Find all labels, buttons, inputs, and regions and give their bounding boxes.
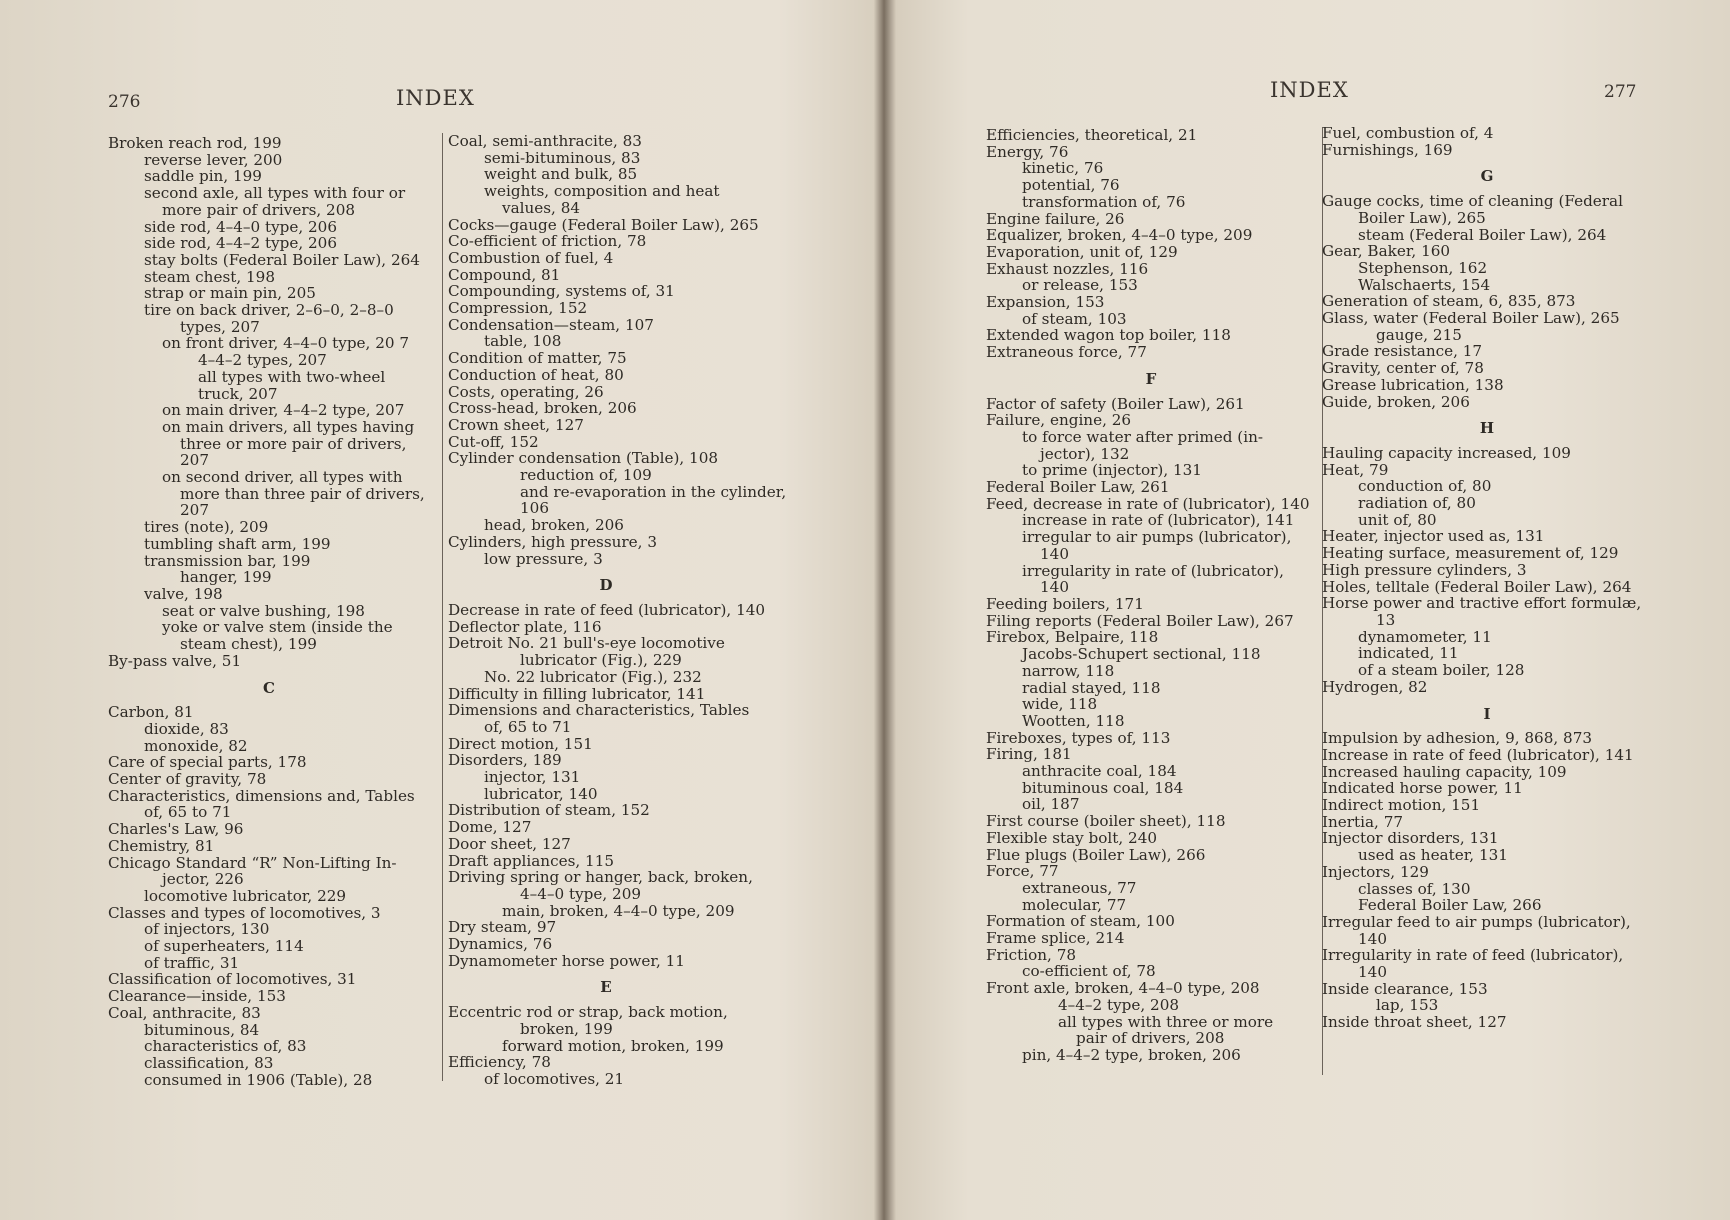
index-entry: Detroit No. 21 bull's-eye locomotive [448,634,725,653]
index-entry: 13 [1376,610,1396,629]
index-entry: Decrease in rate of feed (lubricator), 140 [448,600,766,619]
index-entry: Factor of safety (Boiler Law), 261 [986,394,1245,413]
letter-heading: F [1145,369,1157,388]
index-entry: Crown sheet, 127 [448,415,584,434]
index-entry: Efficiencies, theoretical, 21 [986,126,1198,144]
index-entry: Fireboxes, types of, 113 [986,728,1171,747]
index-entry: lubricator (Fig.), 229 [520,651,682,670]
index-entry: strap or main pin, 205 [144,284,316,303]
index-entry: dioxide, 83 [144,719,229,738]
index-entry: classes of, 130 [1358,879,1471,898]
letter-heading: D [599,576,613,595]
index-entry: kinetic, 76 [1022,159,1104,178]
index-entry: side rod, 4–4–2 type, 206 [144,234,338,253]
index-entry: Co-efficient of friction, 78 [448,232,647,251]
index-entry: saddle pin, 199 [144,167,262,186]
index-entry: jector, 226 [162,870,244,889]
index-entry: Federal Boiler Law, 266 [1358,896,1542,915]
index-entry: Indicated horse power, 11 [1322,779,1523,798]
left-page-number: 276 [108,92,141,112]
index-entry: forward motion, broken, 199 [502,1036,724,1055]
index-entry: Deflector plate, 116 [448,617,602,636]
index-entry: potential, 76 [1022,176,1120,195]
index-entry: Expansion, 153 [986,293,1105,312]
index-entry: Wootten, 118 [1022,711,1125,730]
letter-heading: H [1479,419,1495,438]
index-entry: Dry steam, 97 [448,918,557,937]
index-entry: of a steam boiler, 128 [1358,661,1525,680]
index-entry: conduction of, 80 [1358,477,1492,496]
index-entry: oil, 187 [1022,795,1080,814]
index-entry: main, broken, 4–4–0 type, 209 [502,901,735,920]
index-entry: Indirect motion, 151 [1322,796,1481,815]
index-entry: Hauling capacity increased, 109 [1322,443,1571,462]
index-entry: Draft appliances, 115 [448,851,615,870]
index-entry: Dynamics, 76 [448,935,553,954]
index-entry: bituminous, 84 [144,1020,260,1039]
index-entry: reduction of, 109 [520,466,652,485]
index-entry: Glass, water (Federal Boiler Law), 265 [1322,309,1620,328]
index-entry: Chemistry, 81 [108,836,215,855]
index-entry: Feeding boilers, 171 [986,594,1144,613]
index-entry: Increase in rate of feed (lubricator), 141 [1322,745,1634,764]
index-entry: Walschaerts, 154 [1358,275,1491,294]
index-entry: Front axle, broken, 4–4–0 type, 208 [986,979,1260,998]
index-entry: Condition of matter, 75 [448,349,627,368]
index-entry: Cylinders, high pressure, 3 [448,532,657,551]
index-entry: increase in rate of (lubricator), 141 [1022,511,1295,530]
index-entry: on main driver, 4–4–2 type, 207 [162,401,405,420]
index-entry: 106 [520,499,549,518]
index-entry: pair of drivers, 208 [1076,1029,1225,1048]
index-entry: By-pass valve, 51 [108,651,242,670]
index-entry: 140 [1358,963,1387,982]
index-entry: locomotive lubricator, 229 [144,886,347,905]
index-entry: Disorders, 189 [448,751,562,770]
index-entry: second axle, all types with four or [144,184,406,203]
index-entry: Dimensions and characteristics, Tables [448,701,750,720]
index-entry: pin, 4–4–2 type, broken, 206 [1022,1045,1241,1064]
index-entry: of steam, 103 [1022,309,1127,328]
index-entry: Heater, injector used as, 131 [1322,527,1545,546]
index-entry: to force water after primed (in- [1022,427,1263,446]
index-entry: Conduction of heat, 80 [448,365,624,384]
index-entry: 4–4–2 type, 208 [1058,995,1180,1014]
index-entry: Broken reach rod, 199 [108,134,282,152]
index-entry: Coal, semi-anthracite, 83 [448,132,642,150]
index-entry: tires (note), 209 [144,518,269,537]
index-entry: Condensation—steam, 107 [448,315,654,334]
column-rule [442,133,443,1081]
index-entry: three or more pair of drivers, [180,434,407,453]
index-entry: Frame splice, 214 [986,929,1125,948]
index-entry: table, 108 [484,332,562,351]
index-entry: of injectors, 130 [144,920,270,939]
index-entry: irregular to air pumps (lubricator), [1022,528,1292,547]
index-entry: Cylinder condensation (Table), 108 [448,449,719,468]
index-entry: Federal Boiler Law, 261 [986,478,1170,497]
index-entry: Charles's Law, 96 [108,820,244,839]
index-entry: steam chest, 198 [144,267,275,286]
index-entry: on front driver, 4–4–0 type, 20 7 [162,334,410,353]
index-entry: steam (Federal Boiler Law), 264 [1358,225,1607,244]
index-entry: No. 22 lubricator (Fig.), 232 [484,667,702,686]
index-entry: characteristics of, 83 [144,1037,307,1056]
index-entry: Hydrogen, 82 [1322,677,1428,696]
index-entry: Carbon, 81 [108,703,194,722]
index-entry: Characteristics, dimensions and, Tables [108,786,415,805]
index-entry: lap, 153 [1376,996,1439,1015]
index-entry: Inside clearance, 153 [1322,979,1488,998]
index-entry: Firing, 181 [986,745,1072,764]
index-entry: Horse power and tractive effort formulæ, [1322,594,1642,613]
index-entry: Chicago Standard “R” Non-Lifting In- [108,853,397,872]
index-entry: Difficulty in filling lubricator, 141 [448,684,706,703]
index-entry: irregularity in rate of (lubricator), [1022,561,1284,580]
index-entry: Efficiency, 78 [448,1053,551,1072]
index-entry: steam chest), 199 [180,635,317,654]
index-entry: Friction, 78 [986,945,1077,964]
index-entry: Feed, decrease in rate of (lubricator), 140 [986,494,1310,513]
index-entry: Energy, 76 [986,142,1069,161]
index-entry: Flexible stay bolt, 240 [986,828,1158,847]
index-entry: Eccentric rod or strap, back motion, [448,1003,728,1022]
index-entry: bituminous coal, 184 [1022,778,1184,797]
index-entry: Cocks—gauge (Federal Boiler Law), 265 [448,215,759,234]
index-entry: 4–4–2 types, 207 [198,351,327,370]
index-entry: Grade resistance, 17 [1322,342,1483,361]
index-entry: broken, 199 [520,1019,613,1038]
index-entry: Coal, anthracite, 83 [108,1003,261,1022]
index-entry: Dome, 127 [448,818,532,837]
index-entry: head, broken, 206 [484,516,624,535]
index-entry: Door sheet, 127 [448,834,571,853]
index-entry: of traffic, 31 [144,953,240,972]
index-entry: Failure, engine, 26 [986,411,1132,430]
index-entry: Center of gravity, 78 [108,770,267,789]
index-entry: Jacobs-Schupert sectional, 118 [1022,645,1261,664]
index-entry: all types with three or more [1058,1012,1274,1031]
index-entry: Extraneous force, 77 [986,343,1147,362]
index-entry: Combustion of fuel, 4 [448,248,614,267]
index-entry: to prime (injector), 131 [1022,461,1202,480]
index-entry: valve, 198 [144,584,223,603]
left-index-column-2 [448,132,787,1088]
index-entry: Cross-head, broken, 206 [448,399,637,418]
index-entry: of superheaters, 114 [144,937,304,956]
index-entry: First course (boiler sheet), 118 [986,812,1226,831]
index-entry: or release, 153 [1022,276,1138,295]
index-entry: Costs, operating, 26 [448,382,604,401]
index-entry: Care of special parts, 178 [108,753,307,772]
index-entry: truck, 207 [198,384,278,403]
letter-heading: G [1480,167,1494,186]
index-entry: narrow, 118 [1022,661,1115,680]
index-entry: High pressure cylinders, 3 [1322,560,1527,579]
index-entry: gauge, 215 [1376,325,1462,344]
right-page-number: 277 [1604,82,1637,102]
index-entry: Impulsion by adhesion, 9, 868, 873 [1322,729,1593,748]
index-entry: reverse lever, 200 [144,150,283,169]
index-entry: monoxide, 82 [144,736,248,755]
index-entry: Compounding, systems of, 31 [448,282,675,301]
index-entry: consumed in 1906 (Table), 28 [144,1070,373,1089]
index-entry: 140 [1040,544,1069,563]
index-entry: Holes, telltale (Federal Boiler Law), 264 [1322,577,1632,596]
index-entry: Distribution of steam, 152 [448,801,650,820]
index-entry: Grease lubrication, 138 [1322,375,1504,394]
index-entry: tumbling shaft arm, 199 [144,534,331,553]
index-entry: all types with two-wheel [198,367,386,386]
index-entry: yoke or valve stem (inside the [162,618,393,637]
index-entry: Furnishings, 169 [1322,140,1453,159]
index-entry: weights, composition and heat [484,182,720,201]
index-entry: co-efficient of, 78 [1022,962,1156,981]
index-entry: Compression, 152 [448,299,588,318]
index-entry: Evaporation, unit of, 129 [986,242,1178,261]
left-index-column-1 [108,135,430,1088]
index-entry: Equalizer, broken, 4–4–0 type, 209 [986,226,1253,245]
index-entry: unit of, 80 [1358,510,1437,529]
index-entry: Heating surface, measurement of, 129 [1322,544,1619,563]
index-entry: Irregularity in rate of feed (lubricator), [1322,946,1624,965]
index-entry: Exhaust nozzles, 116 [986,259,1149,278]
index-entry: Force, 77 [986,862,1059,881]
index-entry: Clearance—inside, 153 [108,987,286,1006]
index-entry: low pressure, 3 [484,549,603,568]
index-entry: dynamometer, 11 [1358,627,1492,646]
index-entry: more than three pair of drivers, [180,484,425,503]
index-entry: Inside throat sheet, 127 [1322,1013,1507,1032]
index-entry: of, 65 to 71 [144,803,232,822]
letter-heading: E [600,978,612,997]
index-entry: Gear, Baker, 160 [1322,242,1451,261]
right-page [884,0,1730,1220]
index-entry: Gravity, center of, 78 [1322,359,1484,378]
right-index-column-2 [1322,125,1652,1031]
index-entry: Increased hauling capacity, 109 [1322,762,1567,781]
index-entry: stay bolts (Federal Boiler Law), 264 [144,250,420,269]
index-entry: Formation of steam, 100 [986,912,1175,931]
index-entry: radiation of, 80 [1358,494,1476,513]
index-entry: Inertia, 77 [1322,812,1404,831]
index-entry: lubricator, 140 [484,784,598,803]
index-entry: Firebox, Belpaire, 118 [986,628,1159,647]
right-index-column-1 [986,127,1316,1064]
index-entry: Fuel, combustion of, 4 [1322,124,1494,142]
index-entry: tire on back driver, 2–6–0, 2–8–0 [144,301,394,320]
index-entry: Compound, 81 [448,265,561,284]
index-entry: Engine failure, 26 [986,209,1125,228]
index-entry: molecular, 77 [1022,895,1127,914]
index-entry: injector, 131 [484,768,581,787]
index-entry: used as heater, 131 [1358,846,1508,865]
index-entry: side rod, 4–4–0 type, 206 [144,217,338,236]
index-entry: and re-evaporation in the cylinder, [520,482,787,501]
letter-heading: I [1483,704,1491,723]
letter-heading: C [263,678,275,697]
index-entry: Direct motion, 151 [448,734,593,753]
index-entry: 140 [1358,929,1387,948]
index-entry: Generation of steam, 6, 835, 873 [1322,292,1576,311]
index-entry: Guide, broken, 206 [1322,392,1470,411]
index-entry: 207 [180,451,209,470]
index-entry: Classification of locomotives, 31 [108,970,357,989]
index-entry: Driving spring or hanger, back, broken, [448,868,753,887]
index-entry: semi-bituminous, 83 [484,148,641,167]
index-entry: classification, 83 [144,1053,274,1072]
index-entry: radial stayed, 118 [1022,678,1161,697]
index-entry: wide, 118 [1022,695,1098,714]
index-entry: Boiler Law), 265 [1358,208,1486,227]
index-entry: Filing reports (Federal Boiler Law), 267 [986,611,1294,630]
index-entry: weight and bulk, 85 [484,165,638,184]
index-entry: on main drivers, all types having [162,417,415,436]
index-entry: Gauge cocks, time of cleaning (Federal [1322,192,1623,211]
index-entry: jector), 132 [1040,444,1130,463]
index-entry: types, 207 [180,317,260,336]
index-entry: Irregular feed to air pumps (lubricator), [1322,912,1631,931]
left-running-head: INDEX [396,86,475,110]
index-entry: anthracite coal, 184 [1022,762,1177,781]
index-entry: Injector disorders, 131 [1322,829,1499,848]
index-entry: 140 [1040,578,1069,597]
index-entry: seat or valve bushing, 198 [162,601,365,620]
index-entry: Stephenson, 162 [1358,258,1488,277]
index-entry: Flue plugs (Boiler Law), 266 [986,845,1206,864]
index-entry: values, 84 [502,198,581,217]
index-entry: transmission bar, 199 [144,551,311,570]
index-entry: 4–4–0 type, 209 [520,884,642,903]
index-entry: of, 65 to 71 [484,717,572,736]
index-entry: extraneous, 77 [1022,878,1137,897]
index-entry: Extended wagon top boiler, 118 [986,326,1231,345]
index-entry: more pair of drivers, 208 [162,200,356,219]
index-entry: Classes and types of locomotives, 3 [108,903,381,922]
index-entry: 207 [180,501,209,520]
index-entry: transformation of, 76 [1022,192,1186,211]
index-entry: Dynamometer horse power, 11 [448,951,685,970]
index-entry: of locomotives, 21 [484,1069,625,1088]
index-entry: Injectors, 129 [1322,862,1429,881]
index-entry: on second driver, all types with [162,468,403,487]
index-entry: indicated, 11 [1358,644,1459,663]
right-running-head: INDEX [1270,78,1349,102]
index-entry: Heat, 79 [1322,460,1389,479]
index-entry: Cut-off, 152 [448,432,539,451]
index-entry: hanger, 199 [180,568,272,587]
